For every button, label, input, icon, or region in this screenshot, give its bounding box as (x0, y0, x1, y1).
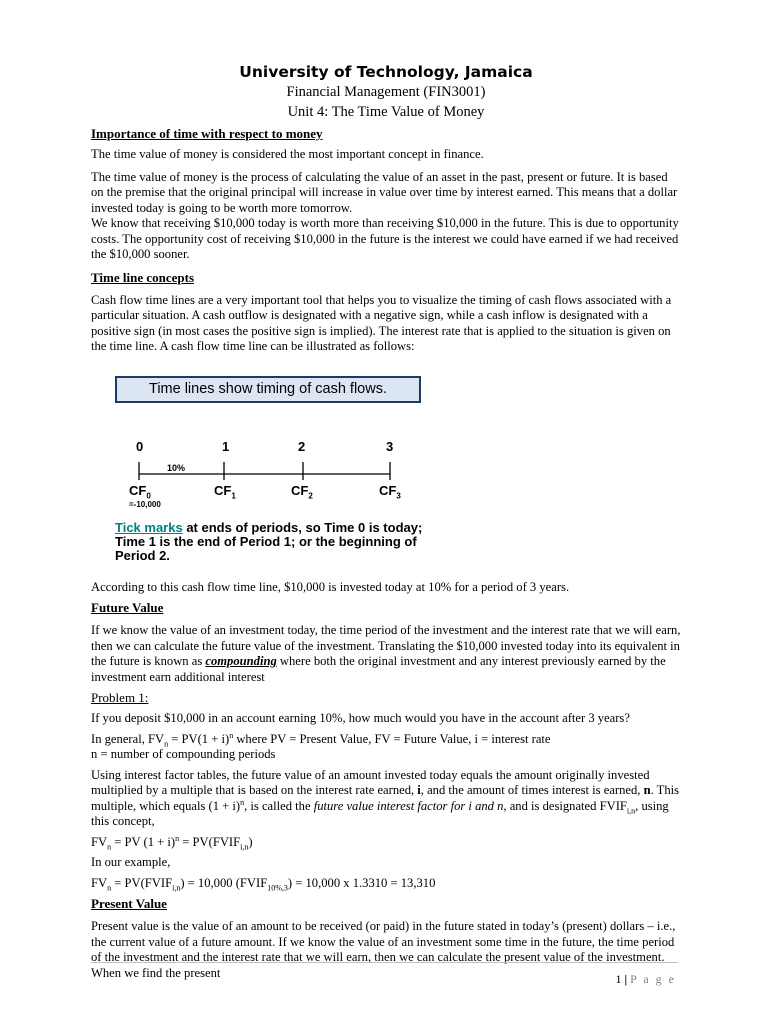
page-footer (615, 972, 676, 987)
timeline-diagram (91, 355, 681, 580)
cash-flow-0: $CF_0$ (129, 482, 151, 501)
document-page (91, 62, 681, 981)
page-number: 1 (615, 972, 622, 986)
timeline-title-box: Time lines show timing of cash flows. (115, 376, 421, 403)
heading-present-value: Present Value (91, 896, 167, 911)
interest-rate-label: 10% (167, 462, 186, 473)
general-formula: In general, $FV_n = PV(1 + i)^n$ where PV = Present Value, FV = Future Value, i = interest rate (91, 730, 551, 749)
after-diagram-text: According to this cash flow time line, $10,000 is invested today at 10% for a period of 3 years. (91, 579, 570, 594)
example-formula: $FV_n$ = $PV(FVIF_{i,n}) = 10,000$ $(FVIF_{10\%,3}) = 10,000$ x 1.3310 = 13,310 (91, 875, 436, 893)
page-label: P a g e (630, 972, 676, 986)
heading-future-value: Future Value (91, 600, 164, 615)
period-label-2: 2 (298, 438, 306, 454)
importance-p2: The time value of money is the process of calculating the value of an asset in the past, present or future. It is based on the premise that the original principal will increase in value over time by interest earned. This means that a dollar invested today is going to be worth more tomorrow. (91, 169, 678, 215)
problem-1-label: Problem 1: (91, 690, 149, 705)
timeline-axis (131, 455, 401, 481)
period-label-0: 0 (136, 438, 144, 454)
cash-flow-1: $CF_1$ (214, 482, 236, 501)
timeline-p1: Cash flow time lines are a very important tool that helps you to visualize the timing of cash flows associated with a particular situation. A cash outflow is designated with a negative sign, while a cash inflow is designated with a positive sign (in most cases the positive sign is implied). The interest rate that is applied to the situation is given on the time line. A cash flow time line can be illustrated as follows: (91, 292, 672, 353)
interest-factor-text: Using interest factor tables, the future value of an amount invested today equals the amount originally invested multiplied by a multiple that is based on the interest rate earned, i, and the amount of times interest is earned, n. This multiple, which equals $(1 + i)^n$, is called the future value interest factor for i and n, and is designated $FVIF_{i,n}$, using this concept, (91, 767, 680, 828)
tick-marks-link[interactable]: Tick marks (115, 519, 183, 535)
importance-p1: The time value of money is considered the most important concept in finance. (91, 147, 484, 161)
unit-title: Unit 4: The Time Value of Money (287, 104, 485, 120)
general-formula-n: n = number of compounding periods (91, 747, 276, 761)
pv-p1: Present value is the value of an amount to be received (or paid) in the future stated in today’s (present) dollars – i.e., the current value of a future amount. If we know the value of an investment some time in the future, the time period of the investment and the interest rate that we will earn, then we can calculate the present value of the investment. When we find the present (91, 919, 676, 980)
example-label: In our example, (91, 855, 171, 869)
footer-divider (91, 962, 678, 963)
period-label-1: 1 (222, 438, 230, 454)
university-title: University of Technology, Jamaica (239, 63, 533, 81)
cf0-value: =-10,000 (129, 499, 161, 509)
footer-separator: | (624, 972, 628, 986)
cash-flow-3: $CF_3$ (379, 482, 401, 501)
importance-p3: We know that receiving $10,000 today is worth more than receiving $10,000 in the future. This is due to opportunity costs. The opportunity cost of receiving $10,000 in the future is the interest we could have earned if we had received the $10,000 sooner. (91, 216, 679, 261)
heading-importance: Importance of time with respect to money (91, 126, 323, 141)
fv-p1: If we know the value of an investment today, the time period of the investment and the interest rate that we will earn, then we can calculate the future value of the investment. Translating the $10,000 invested today into its equivalent in the future is known as compounding where both the original investment and any interest previously earned by the investment earn additional interest (91, 623, 681, 684)
formula-1: $FV_n$ = PV $(1 + i)^n$ = $PV(FVIF_{i,n})$ (91, 833, 253, 852)
cash-flow-2: $CF_2$ (291, 482, 313, 501)
problem-1-text: If you deposit $10,000 in an account earning 10%, how much would you have in the account after 3 years? (91, 711, 630, 725)
period-label-3: 3 (386, 438, 394, 454)
tick-marks-note: Tick marks at ends of periods, so Time 0 is today; Time 1 is the end of Period 1; or the beginning of Period 2. (115, 519, 423, 563)
course-title: Financial Management (FIN3001) (286, 84, 486, 100)
heading-timeline: Time line concepts (91, 269, 195, 285)
